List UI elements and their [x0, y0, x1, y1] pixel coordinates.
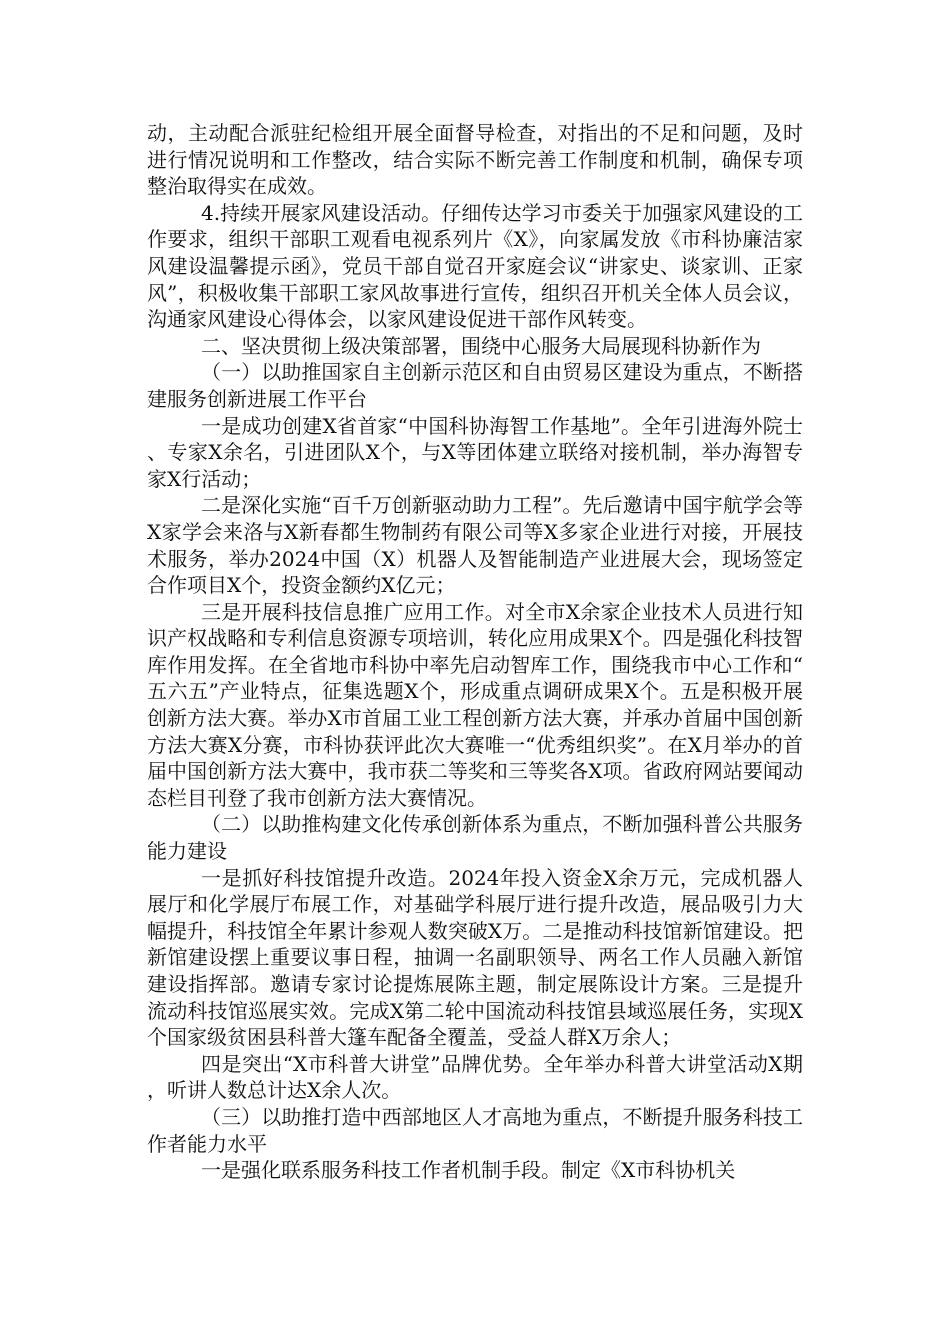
- subsection-heading: （一）以助推国家自主创新示范区和自由贸易区建设为重点，不断搭建服务创新进展工作平台: [147, 360, 803, 411]
- section-heading: 二、坚决贯彻上级决策部署，围绕中心服务大局展现科协新作为: [201, 333, 761, 358]
- paragraph: 二是深化实施“百千万创新驱动助力工程”。先后邀请中国宇航学会等X家学会来洛与X新春都生物制药有限公司等X多家企业进行对接，开展技术服务，举办2024中国（X）机器人及智能制造产业进展大会，现场签定合作项目X个，投资金额约X亿元；: [147, 493, 803, 598]
- subsection-heading: （二）以助推构建文化传承创新体系为重点，不断加强科普公共服务能力建设: [147, 812, 803, 864]
- paragraph: 动，主动配合派驻纪检组开展全面督导检查，对指出的不足和问题，及时进行情况说明和工作整改，结合实际不断完善工作制度和机制，确保专项整治取得实在成效。: [147, 121, 803, 199]
- paragraph: 一是抓好科技馆提升改造。2024年投入资金X余万元，完成机器人展厅和化学展厅布展工作，对基础学科展厅进行提升改造，展品吸引力大幅提升，科技馆全年累计参观人数突破X万。二是推动科技馆新馆建设。把新馆建设摆上重要议事日程，抽调一名副职领导、两名工作人员融入新馆建设指挥部。邀请专家讨论提炼展陈主题，制定展陈设计方案。三是提升流动科技馆巡展实效。完成X第二轮中国流动科技馆县域巡展任务，实现X个国家级贫困县科普大篷车配备全覆盖，受益人群X万余人；: [147, 865, 803, 1050]
- paragraph: 一是成功创建X省首家“中国科协海智工作基地”。全年引进海外院士、专家X余名，引进团队X个，与X等团体建立联络对接机制，举办海智专家X行活动；: [147, 413, 803, 491]
- paragraph: 四是突出“X市科普大讲堂”品牌优势。全年举办科普大讲堂活动X期，听讲人数总计达X余人次。: [147, 1051, 803, 1103]
- paragraph: 一是强化联系服务科技工作者机制手段。制定《X市科协机关: [201, 1158, 736, 1183]
- document-page: [147, 120, 803, 1184]
- paragraph: 4.持续开展家风建设活动。仔细传达学习市委关于加强家风建设的工作要求，组织干部职工观看电视系列片《X》，向家属发放《市科协廉洁家风建设温馨提示函》，党员干部自觉召开家庭会议“讲家史、谈家训、正家风”，积极收集干部职工家风故事进行宣传，组织召开机关全体人员会议，沟通家风建设心得体会，以家风建设促进干部作风转变。: [147, 200, 803, 332]
- subsection-heading: （三）以助推打造中西部地区人才高地为重点，不断提升服务科技工作者能力水平: [147, 1104, 803, 1156]
- paragraph: 三是开展科技信息推广应用工作。对全市X余家企业技术人员进行知识产权战略和专利信息资源专项培训，转化应用成果X个。四是强化科技智库作用发挥。在全省地市科协中率先启动智库工作，围绕我市中心工作和“五六五”产业特点，征集选题X个，形成重点调研成果X个。五是积极开展创新方法大赛。举办X市首届工业工程创新方法大赛，并承办首届中国创新方法大赛X分赛，市科协获评此次大赛唯一“优秀组织奖”。在X月举办的首届中国创新方法大赛中，我市获二等奖和三等奖各X项。省政府网站要闻动态栏目刊登了我市创新方法大赛情况。: [147, 599, 803, 810]
